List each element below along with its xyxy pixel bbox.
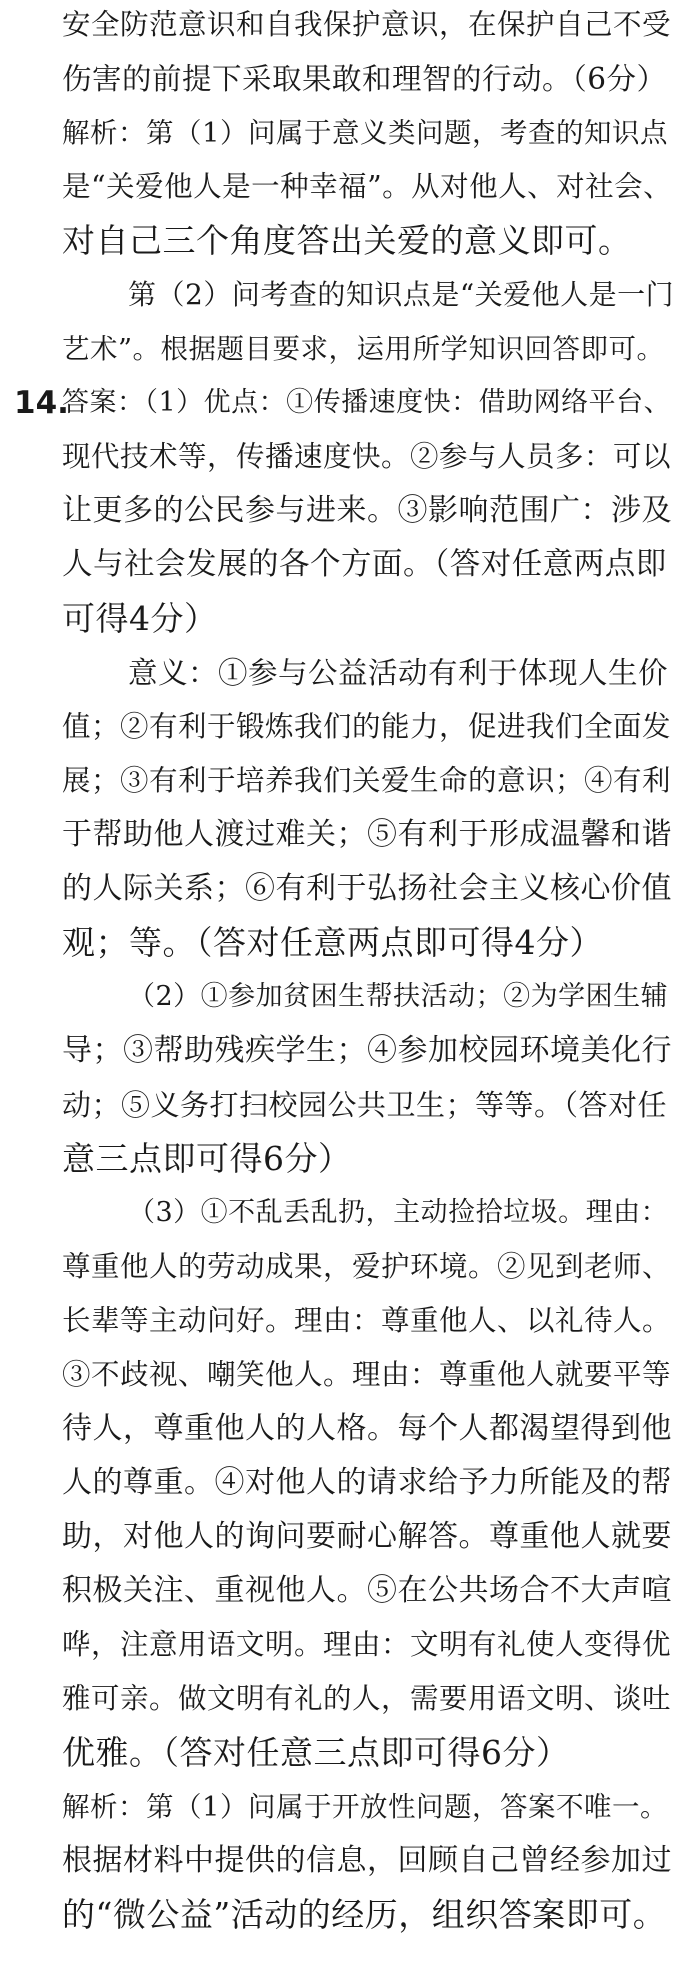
text-line: （3）①不乱丢乱扔，主动捡拾垃圾。理由：: [128, 1197, 669, 1228]
text-line: 对自己三个角度答出关爱的意义即可。: [62, 221, 632, 260]
text-line: 待人，尊重他人的人格。每个人都渴望得到他: [62, 1411, 672, 1446]
text-line: 解析：第（1）问属于开放性问题，答案不唯一。: [62, 1791, 668, 1823]
text-line: 答案：（1）优点：①传播速度快：借助网络平台、: [62, 387, 672, 418]
text-line: 尊重他人的劳动成果，爱护环境。②见到老师、: [62, 1250, 672, 1283]
text-line: 现代技术等，传播速度快。②参与人员多：可以: [62, 440, 672, 473]
text-line: 助，对他人的询问要耐心解答。尊重他人就要: [62, 1519, 672, 1554]
text-line: 长辈等主动问好。理由：尊重他人、以礼待人。: [62, 1304, 672, 1337]
text-line: 哗，注意用语文明。理由：文明有礼使人变得优: [62, 1628, 672, 1661]
text-line: 人与社会发展的各个方面。（答对任意两点即: [62, 547, 667, 582]
text-line: 雅可亲。做文明有礼的人，需要用语文明、谈吐: [62, 1682, 672, 1715]
text-line: 动；⑤义务打扫校园公共卫生；等等。（答对任: [62, 1088, 668, 1122]
text-line: 导；③帮助残疾学生；④参加校园环境美化行: [62, 1033, 672, 1068]
text-line: 观；等。（答对任意两点即可得4分）: [62, 923, 603, 962]
text-line: 第（2）问考查的知识点是“关爱他人是一门: [128, 278, 675, 311]
text-line: 积极关注、重视他人。⑤在公共场合不大声喧: [62, 1573, 672, 1608]
text-line: 的人际关系；⑥有利于弘扬社会主义核心价值: [62, 871, 672, 906]
text-line: 意义：①参与公益活动有利于体现人生价: [128, 656, 669, 690]
text-line: 人的尊重。④对他人的请求给予力所能及的帮: [62, 1465, 672, 1500]
text-line: 根据材料中提供的信息，回顾自己曾经参加过: [62, 1843, 672, 1878]
text-line: 可得4分）: [62, 599, 218, 638]
text-line: 安全防范意识和自我保护意识，在保护自己不受: [62, 8, 672, 41]
text-line: 是“关爱他人是一种幸福”。从对他人、对社会、: [62, 170, 673, 203]
text-line: 艺术”。根据题目要求，运用所学知识回答即可。: [62, 333, 665, 365]
text-line: ③不歧视、嘲笑他人。理由：尊重他人就要平等: [62, 1358, 672, 1391]
text-line: 让更多的公民参与进来。③影响范围广：涉及: [62, 493, 672, 528]
text-line: 于帮助他人渡过难关；⑤有利于形成温馨和谐: [62, 817, 672, 852]
text-line: 伤害的前提下采取果敢和理智的行动。（6分）: [62, 62, 667, 96]
text-line: 的“微公益”活动的经历，组织答案即可。: [62, 1895, 667, 1934]
text-line: （2）①参加贫困生帮扶活动；②为学困生辅: [128, 981, 669, 1012]
text-line: 优雅。（答对任意三点即可得6分）: [62, 1733, 570, 1772]
text-line: 意三点即可得6分）: [62, 1139, 352, 1178]
text-line: 展；③有利于培养我们关爱生命的意识；④有利: [62, 764, 672, 797]
text-line: 值；②有利于锻炼我们的能力，促进我们全面发: [62, 710, 672, 743]
question-number: 14.: [14, 385, 69, 421]
text-line: 解析：第（1）问属于意义类问题，考查的知识点: [62, 117, 668, 149]
